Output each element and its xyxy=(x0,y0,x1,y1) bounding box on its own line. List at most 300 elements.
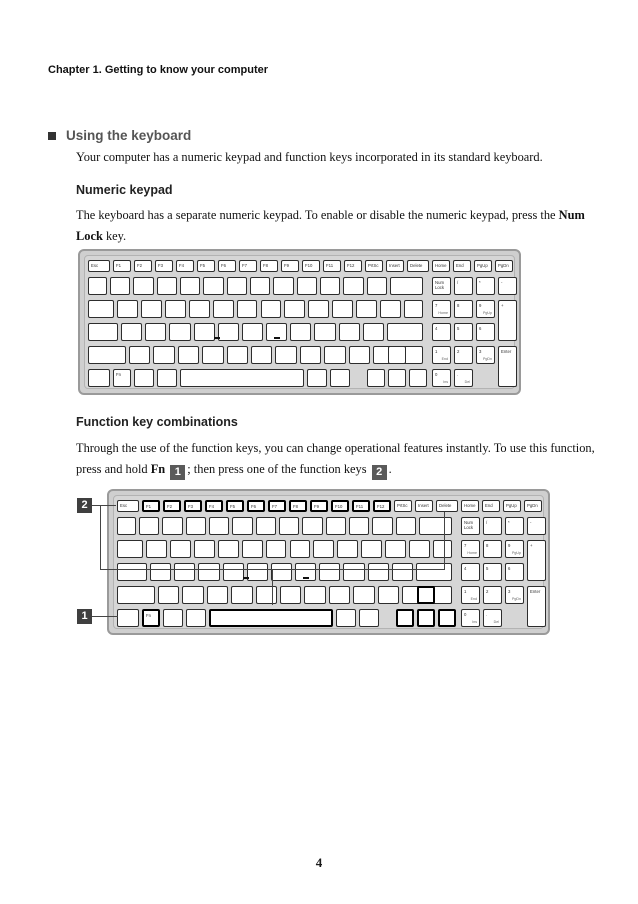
key-main-r2-12 xyxy=(387,323,423,341)
key-label: Delete xyxy=(410,263,423,268)
callout-2-bracket-right xyxy=(444,512,445,570)
key-label: F10 xyxy=(335,504,343,509)
key-arrow-down xyxy=(417,609,435,627)
key-numpad-n7 xyxy=(432,300,451,318)
key-main-r2-0 xyxy=(117,563,147,581)
key-main-r2-0 xyxy=(88,323,118,341)
key-main-r3-4 xyxy=(202,346,223,364)
key-alt-right xyxy=(336,609,356,627)
key-label: F10 xyxy=(305,263,313,268)
key-numpad-plus xyxy=(498,300,517,341)
key-label: End xyxy=(456,263,464,268)
key-label: / xyxy=(486,520,488,525)
key-f12 xyxy=(373,500,391,512)
key-label: Num Lock xyxy=(435,280,445,290)
key-label: . xyxy=(486,612,488,617)
key-space xyxy=(209,609,333,627)
key-main-r2-10 xyxy=(339,323,360,341)
key-main-r3-6 xyxy=(280,586,301,604)
key-home xyxy=(461,500,479,512)
key-main-r3-8 xyxy=(300,346,321,364)
key-main-r2-11 xyxy=(392,563,413,581)
key-label: F5 xyxy=(230,504,236,509)
key-main-r0-12 xyxy=(367,277,387,295)
key-label: End xyxy=(485,503,493,508)
key-main-r0-6 xyxy=(227,277,247,295)
key-label: 7 xyxy=(435,303,438,308)
key-main-r0-4 xyxy=(180,277,200,295)
key-main-r3-2 xyxy=(182,586,203,604)
key-main-r2-3 xyxy=(198,563,219,581)
key-main-r2-9 xyxy=(343,563,364,581)
key-numpad-n3 xyxy=(476,346,495,364)
chapter-header: Chapter 1. Getting to know your computer xyxy=(48,64,269,76)
key-numpad-slash xyxy=(454,277,473,295)
key-label: F5 xyxy=(200,263,206,268)
key-arrow-right xyxy=(438,609,456,627)
key-main-r1-11 xyxy=(356,300,377,318)
key-label: F8 xyxy=(263,263,269,268)
key-label: Delete xyxy=(439,503,452,508)
tactile-bump xyxy=(274,337,280,339)
key-main-r1-0 xyxy=(117,540,143,558)
key-label: Esc xyxy=(120,503,128,508)
key-main-r1-5 xyxy=(213,300,234,318)
key-main-r1-8 xyxy=(313,540,334,558)
key-sublabel: Del xyxy=(493,620,499,624)
key-delete xyxy=(436,500,458,512)
key-label: 4 xyxy=(435,326,438,331)
key-main-r0-0 xyxy=(88,277,107,295)
key-label: Fn xyxy=(146,613,152,618)
key-label: 0 xyxy=(464,612,467,617)
key-main-r1-3 xyxy=(165,300,186,318)
key-label: F6 xyxy=(221,263,227,268)
key-sublabel: PgDn xyxy=(483,357,492,361)
key-main-r3-10 xyxy=(378,586,399,604)
key-label: Home xyxy=(464,503,476,508)
key-main-r1-13 xyxy=(404,300,423,318)
section-title: Using the keyboard xyxy=(66,128,192,143)
key-numpad-n9 xyxy=(505,540,524,558)
key-pgup xyxy=(503,500,521,512)
key-main-r0-8 xyxy=(302,517,322,535)
key-numpad-n6 xyxy=(505,563,524,581)
key-main-r0-5 xyxy=(232,517,252,535)
key-label: 6 xyxy=(508,566,511,571)
page-number: 4 xyxy=(315,855,323,870)
callout-2-bracket-top xyxy=(100,505,116,506)
key-main-r1-9 xyxy=(308,300,329,318)
key-f6 xyxy=(247,500,265,512)
key-label: F8 xyxy=(293,504,299,509)
key-main-r2-8 xyxy=(290,323,311,341)
key-main-r2-9 xyxy=(314,323,335,341)
key-main-r0-7 xyxy=(279,517,299,535)
key-label: Enter xyxy=(530,589,541,594)
key-numpad-n0 xyxy=(461,609,480,627)
key-insert xyxy=(386,260,404,272)
key-main-r1-1 xyxy=(117,300,138,318)
key-main-r1-2 xyxy=(170,540,191,558)
key-main-r0-7 xyxy=(250,277,270,295)
key-main-r1-0 xyxy=(88,300,114,318)
key-pgdn xyxy=(495,260,513,272)
key-sublabel: Ins xyxy=(443,380,448,384)
callout-2-bracket-vertical xyxy=(100,505,101,570)
numeric-keypad-heading: Numeric keypad xyxy=(76,183,173,197)
key-main-r0-11 xyxy=(372,517,392,535)
key-f7 xyxy=(268,500,286,512)
key-main-r1-12 xyxy=(409,540,430,558)
key-main-r2-10 xyxy=(368,563,389,581)
tactile-bump xyxy=(303,577,309,579)
key-main-r1-7 xyxy=(290,540,311,558)
key-label: 9 xyxy=(479,303,482,308)
key-label: F4 xyxy=(209,504,215,509)
key-main-r2-4 xyxy=(223,563,244,581)
key-label: 2 xyxy=(457,349,460,354)
key-numpad-n1 xyxy=(432,346,451,364)
key-f12 xyxy=(344,260,362,272)
key-main-r2-5 xyxy=(218,323,239,341)
callout-1-line xyxy=(92,616,118,617)
key-sublabel: Del xyxy=(464,380,470,384)
key-numpad-minus xyxy=(498,277,517,295)
key-label: Insert xyxy=(418,503,429,508)
key-numpad-enter xyxy=(498,346,517,387)
key-f8 xyxy=(260,260,278,272)
key-pgup xyxy=(474,260,492,272)
key-label: - xyxy=(530,520,532,525)
key-f6 xyxy=(218,260,236,272)
callout-badge-2: 2 xyxy=(372,465,387,480)
key-main-r1-2 xyxy=(141,300,162,318)
key-label: + xyxy=(530,543,533,548)
key-ctrl-left xyxy=(117,609,139,627)
key-main-r0-2 xyxy=(133,277,153,295)
key-label: PgUp xyxy=(506,503,517,508)
key-main-r0-4 xyxy=(209,517,229,535)
key-main-r2-11 xyxy=(363,323,384,341)
key-numpad-n2 xyxy=(483,586,502,604)
key-label: 0 xyxy=(435,372,438,377)
key-esc xyxy=(117,500,139,512)
key-label: F11 xyxy=(356,504,364,509)
key-f1 xyxy=(113,260,131,272)
key-main-r2-1 xyxy=(150,563,171,581)
key-label: F3 xyxy=(188,504,194,509)
key-label: . xyxy=(457,372,459,377)
section-intro: Your computer has a numeric keypad and function keys incorporated in its standard keyboard. xyxy=(76,150,543,164)
key-f9 xyxy=(281,260,299,272)
callout-2-line xyxy=(92,505,100,506)
key-label: F4 xyxy=(179,263,185,268)
key-numpad-n7 xyxy=(461,540,480,558)
key-label: F2 xyxy=(137,263,143,268)
key-label: / xyxy=(457,280,459,285)
key-main-r0-3 xyxy=(186,517,206,535)
key-main-r3-10 xyxy=(349,346,370,364)
function-keys-heading: Function key combinations xyxy=(76,415,238,429)
key-numpad-star xyxy=(476,277,495,295)
key-f11 xyxy=(323,260,341,272)
key-numpad-n8 xyxy=(454,300,473,318)
key-main-r0-9 xyxy=(326,517,346,535)
key-main-r2-6 xyxy=(271,563,292,581)
key-numpad-n1 xyxy=(461,586,480,604)
key-main-r3-3 xyxy=(178,346,199,364)
key-end xyxy=(482,500,500,512)
key-numpad-n0 xyxy=(432,369,451,387)
key-main-r0-13 xyxy=(419,517,452,535)
key-main-r0-6 xyxy=(256,517,276,535)
key-f10 xyxy=(331,500,349,512)
key-label: F9 xyxy=(314,504,320,509)
key-main-r0-1 xyxy=(110,277,130,295)
key-main-r1-8 xyxy=(284,300,305,318)
key-alt-left xyxy=(186,609,206,627)
key-label: F3 xyxy=(158,263,164,268)
key-numpad-n8 xyxy=(483,540,502,558)
key-f4 xyxy=(176,260,194,272)
key-alt-right xyxy=(307,369,327,387)
key-main-r1-12 xyxy=(380,300,401,318)
key-label: F2 xyxy=(167,504,173,509)
key-f1 xyxy=(142,500,160,512)
key-main-r3-0 xyxy=(117,586,155,604)
key-numpad-plus xyxy=(527,540,546,581)
key-main-r1-1 xyxy=(146,540,167,558)
key-label: 6 xyxy=(479,326,482,331)
key-sublabel: End xyxy=(441,357,448,361)
key-label: 4 xyxy=(464,566,467,571)
key-arrow-left xyxy=(367,369,385,387)
key-label: 3 xyxy=(508,589,511,594)
key-main-r3-5 xyxy=(256,586,277,604)
key-main-r1-10 xyxy=(361,540,382,558)
key-label: PgDn xyxy=(527,503,538,508)
key-f5 xyxy=(226,500,244,512)
key-numpad-numlock xyxy=(432,277,451,295)
key-f2 xyxy=(134,260,152,272)
key-home xyxy=(432,260,450,272)
key-fn xyxy=(113,369,131,387)
key-numpad-n5 xyxy=(454,323,473,341)
key-numpad-enter xyxy=(527,586,546,627)
key-label: PgUp xyxy=(477,263,488,268)
key-main-r1-5 xyxy=(242,540,263,558)
key-numpad-n4 xyxy=(432,323,451,341)
key-end xyxy=(453,260,471,272)
key-f2 xyxy=(163,500,181,512)
key-main-r2-8 xyxy=(319,563,340,581)
key-alt-left xyxy=(157,369,177,387)
key-ctrl-right xyxy=(330,369,350,387)
key-main-r1-9 xyxy=(337,540,358,558)
key-main-r2-12 xyxy=(416,563,452,581)
key-main-r1-4 xyxy=(218,540,239,558)
key-main-r3-9 xyxy=(353,586,374,604)
key-label: Insert xyxy=(389,263,400,268)
key-label: F1 xyxy=(116,263,122,268)
key-f9 xyxy=(310,500,328,512)
key-main-r1-13 xyxy=(433,540,452,558)
tactile-bump xyxy=(214,337,220,339)
key-numpad-n3 xyxy=(505,586,524,604)
callout-1: 1 xyxy=(77,609,92,624)
key-main-r3-9 xyxy=(324,346,345,364)
key-insert xyxy=(415,500,433,512)
key-main-r0-8 xyxy=(273,277,293,295)
key-main-r1-3 xyxy=(194,540,215,558)
key-main-r0-9 xyxy=(297,277,317,295)
key-numpad-n5 xyxy=(483,563,502,581)
key-main-r3-7 xyxy=(304,586,325,604)
key-main-r3-6 xyxy=(251,346,272,364)
key-label: F9 xyxy=(284,263,290,268)
numeric-keypad-paragraph: The keyboard has a separate numeric keypad. To enable or disable the numeric keypad, press the Num Lock key. xyxy=(76,208,585,243)
key-delete xyxy=(407,260,429,272)
key-main-r0-5 xyxy=(203,277,223,295)
key-numpad-dot xyxy=(454,369,473,387)
key-label: 1 xyxy=(464,589,467,594)
key-label: 5 xyxy=(486,566,489,571)
key-label: Esc xyxy=(91,263,99,268)
keyboard-illustration-function xyxy=(107,489,550,635)
key-win xyxy=(163,609,183,627)
callout-badge-1: 1 xyxy=(170,465,185,480)
key-label: 7 xyxy=(464,543,467,548)
key-main-r3-0 xyxy=(88,346,126,364)
key-main-r0-11 xyxy=(343,277,363,295)
key-label: F6 xyxy=(251,504,257,509)
key-label: PgDn xyxy=(498,263,509,268)
key-pgdn xyxy=(524,500,542,512)
key-sublabel: PgUp xyxy=(512,551,521,555)
key-label: 1 xyxy=(435,349,438,354)
callout-2-stem xyxy=(272,569,273,605)
key-main-r2-1 xyxy=(121,323,142,341)
key-f11 xyxy=(352,500,370,512)
key-label: Fn xyxy=(116,372,122,377)
key-main-r1-7 xyxy=(261,300,282,318)
key-label: 2 xyxy=(486,589,489,594)
key-main-r2-4 xyxy=(194,323,215,341)
key-fn xyxy=(142,609,160,627)
key-main-r2-6 xyxy=(242,323,263,341)
key-main-r0-2 xyxy=(162,517,182,535)
key-label: Enter xyxy=(501,349,512,354)
key-label: PrtSc xyxy=(368,263,379,268)
key-esc xyxy=(88,260,110,272)
callout-2: 2 xyxy=(77,498,92,513)
key-arrow-up xyxy=(388,346,406,364)
key-sublabel: Home xyxy=(438,311,448,315)
key-label: 8 xyxy=(457,303,460,308)
key-main-r0-10 xyxy=(320,277,340,295)
key-label: 8 xyxy=(486,543,489,548)
key-prtsc xyxy=(365,260,383,272)
key-numpad-slash xyxy=(483,517,502,535)
key-arrow-left xyxy=(396,609,414,627)
key-main-r0-1 xyxy=(139,517,159,535)
key-f4 xyxy=(205,500,223,512)
key-main-r1-10 xyxy=(332,300,353,318)
key-numpad-dot xyxy=(483,609,502,627)
key-main-r3-4 xyxy=(231,586,252,604)
key-main-r1-6 xyxy=(266,540,287,558)
key-main-r1-4 xyxy=(189,300,210,318)
key-ctrl-right xyxy=(359,609,379,627)
key-prtsc xyxy=(394,500,412,512)
key-numpad-numlock xyxy=(461,517,480,535)
key-main-r1-11 xyxy=(385,540,406,558)
key-label: 3 xyxy=(479,349,482,354)
key-ctrl-left xyxy=(88,369,110,387)
key-main-r2-5 xyxy=(247,563,268,581)
key-sublabel: PgDn xyxy=(512,597,521,601)
key-main-r0-3 xyxy=(157,277,177,295)
key-main-r3-1 xyxy=(158,586,179,604)
key-label: F12 xyxy=(347,263,355,268)
keyboard-illustration-numeric xyxy=(78,249,521,395)
key-main-r3-5 xyxy=(227,346,248,364)
key-main-r3-7 xyxy=(275,346,296,364)
key-arrow-up xyxy=(417,586,435,604)
key-space xyxy=(180,369,304,387)
key-label: F7 xyxy=(242,263,248,268)
key-f3 xyxy=(155,260,173,272)
key-label: * xyxy=(479,280,481,285)
key-sublabel: Ins xyxy=(472,620,477,624)
key-main-r3-1 xyxy=(129,346,150,364)
key-label: + xyxy=(501,303,504,308)
square-bullet-icon xyxy=(48,132,56,140)
key-arrow-right xyxy=(409,369,427,387)
key-label: PrtSc xyxy=(397,503,408,508)
key-label: F1 xyxy=(146,504,152,509)
tactile-bump xyxy=(243,577,249,579)
key-label: Home xyxy=(435,263,447,268)
key-label: F7 xyxy=(272,504,278,509)
key-numpad-n4 xyxy=(461,563,480,581)
key-label: Num Lock xyxy=(464,520,474,530)
key-main-r3-8 xyxy=(329,586,350,604)
key-main-r1-6 xyxy=(237,300,258,318)
section-heading xyxy=(48,128,191,143)
key-arrow-down xyxy=(388,369,406,387)
key-numpad-n6 xyxy=(476,323,495,341)
key-sublabel: End xyxy=(470,597,477,601)
key-main-r0-10 xyxy=(349,517,369,535)
key-f10 xyxy=(302,260,320,272)
key-numpad-minus xyxy=(527,517,546,535)
key-f7 xyxy=(239,260,257,272)
key-sublabel: Home xyxy=(467,551,477,555)
key-f8 xyxy=(289,500,307,512)
function-keys-paragraph: Through the use of the function keys, you can change operational features instantly. To use this function, press and hold Fn 1 ; then press one of the function keys 2 . xyxy=(76,441,595,478)
key-main-r2-3 xyxy=(169,323,190,341)
key-main-r3-2 xyxy=(153,346,174,364)
key-win xyxy=(134,369,154,387)
key-label: - xyxy=(501,280,503,285)
key-numpad-n2 xyxy=(454,346,473,364)
key-main-r2-2 xyxy=(174,563,195,581)
key-label: F11 xyxy=(326,263,334,268)
key-label: F12 xyxy=(377,504,385,509)
key-label: * xyxy=(508,520,510,525)
